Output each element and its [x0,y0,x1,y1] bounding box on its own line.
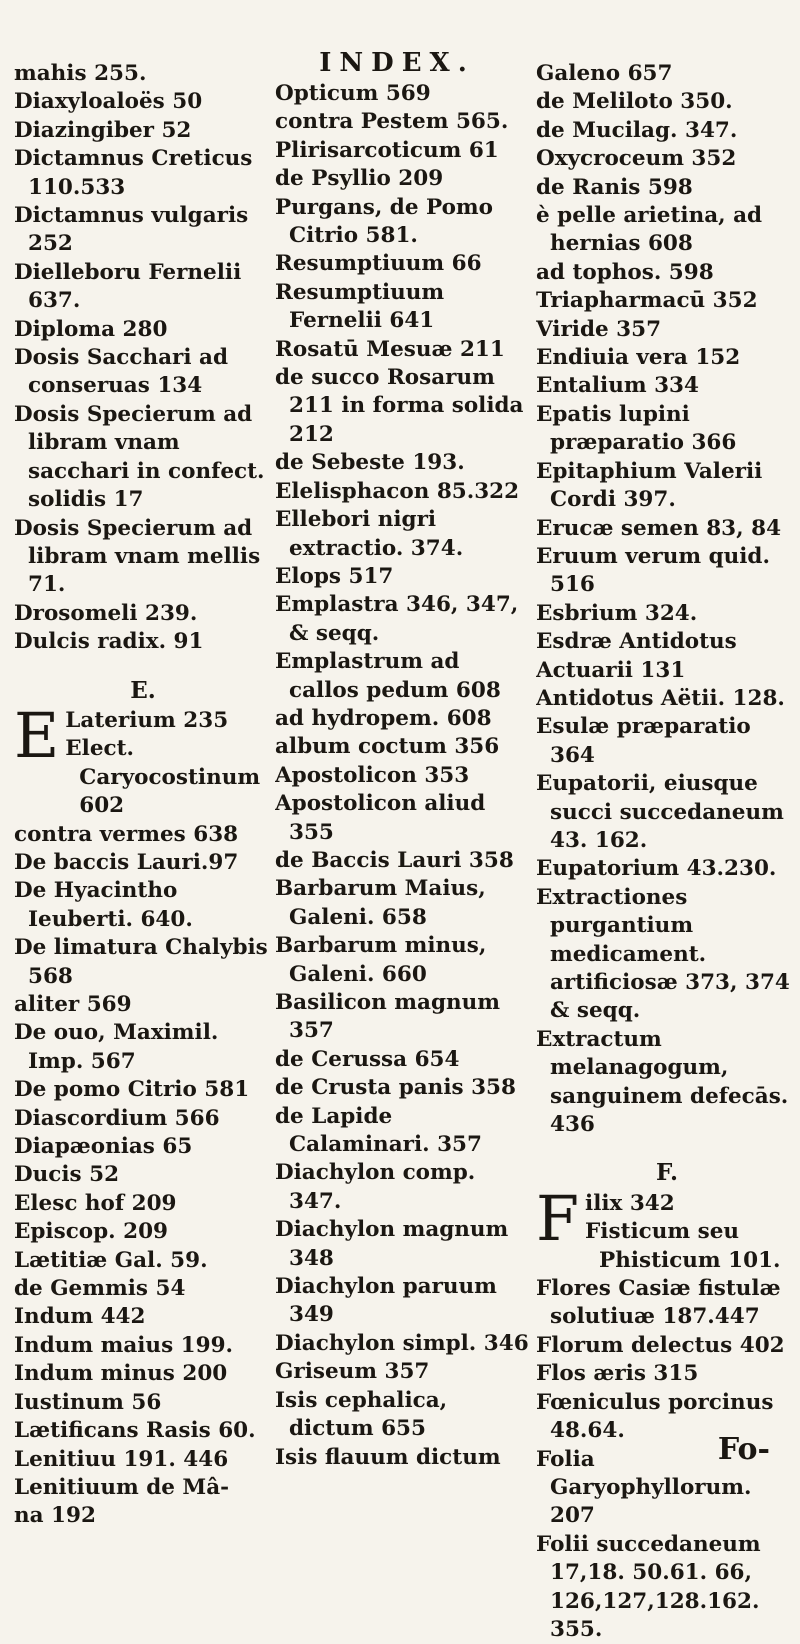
index-entry: Diachylon simpl. 346 [275,1330,529,1356]
index-entry: Dictamnus Creticus 110.533 [14,146,253,200]
index-entry: mahis 255. [14,61,147,86]
index-entry: Esulæ præparatio 364 [536,714,751,768]
index-entry: de Ranis 598 [536,174,693,200]
index-entry: Emplastra 346, 347, & seqq. [275,592,519,646]
index-entry: Endiuia vera 152 [536,345,741,371]
index-entry: Barbarum Maius, Galeni. 658 [275,876,486,930]
index-entry: ad hydropem. 608 [275,705,492,731]
index-entry: De Hyacintho Ieuberti. 640. [14,878,193,932]
index-entry: Elesc hof 209 [14,1190,177,1216]
index-entry: Diachylon magnum 348 [275,1217,509,1271]
index-column-2 [275,80,533,1472]
index-entry: Diazingiber 52 [14,117,192,143]
section-letter-f: F. [655,1159,679,1187]
column-1-entries [14,60,272,657]
index-entry: de Gemmis 54 [14,1276,186,1302]
index-entry: Oxycroceum 352 [536,146,737,172]
index-entry: Basilicon magnum 357 [275,990,500,1044]
index-entry: Elect. Caryocostinum 602 [65,736,261,819]
index-entry: Lenitiuum de Mâ- [14,1474,230,1500]
index-entry: Triapharmacū 352 [536,288,758,314]
index-entry: Laterium 235 [65,707,229,733]
index-entry: Eupatorium 43.230. [536,856,777,882]
index-entry: de Psyllio 209 [275,166,444,192]
section-letter-e: E. [130,676,156,704]
index-entry: Actuarii 131 [536,657,686,683]
index-entry: Eruum verum quid. 516 [536,543,770,598]
index-entry: Diachylon comp. 347. [275,1160,476,1214]
running-header: INDEX. [319,48,475,78]
index-entry: Erucæ semen 83, 84 [536,515,782,541]
index-entry: Ellebori nigri extractio. 374. [275,507,464,561]
index-entry: Flos æris 315 [536,1361,699,1387]
index-entry: Fisticum seu Phisticum 101. [585,1219,781,1273]
index-entry: Resumptiuum Fernelii 641 [275,279,445,334]
index-entry: Extractiones purgantium medicament. artificiosæ 373, 374 & seqq. [536,884,790,1024]
column-2-entries [275,80,533,1472]
index-entry: Elelisphacon 85.322 [275,478,520,504]
index-entry: De ouo, Maximil. Imp. 567 [14,1020,219,1074]
index-entry: Rosatū Mesuæ 211 [275,336,505,362]
column-3-entries [536,60,798,1139]
index-entry: Barbarum minus, Galeni. 660 [275,933,487,987]
index-entry: Indum maius 199. [14,1332,234,1358]
index-entry: Resumptiuum 66 [275,251,482,277]
index-entry: de Crusta panis 358 [275,1075,516,1101]
index-entry: Isis flauum dictum [275,1444,501,1470]
index-entry: De limatura Chalybis 568 [14,935,268,989]
index-entry: Esbrium 324. [536,600,698,626]
index-entry: Viride 357 [536,316,662,342]
index-entry: De pomo Citrio 581 [14,1077,250,1103]
index-entry: Diaxyloaloës 50 [14,89,203,115]
index-entry: Galeno 657 [536,61,673,86]
section-e-entries [14,698,272,1531]
index-entry: Florum delectus 402 [536,1332,785,1358]
index-entry: ad tophos. 598 [536,259,714,285]
index-entry: Indum 442 [14,1304,146,1330]
index-entry: Emplastrum ad callos pedum 608 [275,649,501,703]
index-entry: album coctum 356 [275,734,500,760]
index-entry: Griseum 357 [275,1359,430,1385]
index-entry: Indum minus 200 [14,1361,228,1387]
index-entry: contra Pestem 565. [275,109,509,135]
index-entry: Folii succedaneum 17,18. 50.61. 66, 126,127,128.162. 355. [536,1531,761,1642]
index-entry: Apostolicon aliud 355 [275,791,486,845]
catchword: Fo- [717,1432,770,1467]
initial-e: E [14,698,60,772]
index-entry: Dosis Sacchari ad conseruas 134 [14,345,228,399]
index-entry: Isis cephalica, dictum 655 [275,1387,448,1442]
index-entry: Lætificans Rasis 60. [14,1418,256,1444]
index-entry: Folia Garyophyllorum. 207 [536,1446,752,1529]
index-entry: Elops 517 [275,563,394,589]
index-entry: Diploma 280 [14,316,168,342]
index-entry: Dictamnus vulgaris 252 [14,203,249,257]
index-entry: Extractum melanagogum, sanguinem defecās. 436 [536,1026,789,1138]
index-entry: contra vermes 638 [14,821,239,847]
index-entry: Dosis Specierum ad libram vnam mellis 71. [14,515,261,598]
section-f-entries [536,1181,798,1644]
index-entry: aliter 569 [14,992,132,1017]
index-entry: de Lapide Calaminari. 357 [275,1103,482,1158]
index-entry: Iustinum 56 [14,1389,162,1415]
index-entry: Plirisarcoticum 61 [275,137,499,163]
index-entry: na 192 [14,1503,96,1529]
index-entry: Esdræ Antidotus [536,629,737,655]
index-entry: Drosomeli 239. [14,600,198,626]
index-entry: de Baccis Lauri 358 [275,847,514,873]
index-entry: è pelle arietina, ad hernias 608 [536,203,763,257]
index-entry: Dielleboru Fernelii 637. [14,259,242,314]
index-entry: Dulcis radix. 91 [14,629,204,655]
index-entry: Dosis Specierum ad libram vnam sacchari in confect. solidis 17 [14,401,265,513]
index-entry: Diachylon paruum 349 [275,1274,497,1328]
index-entry: Entalium 334 [536,373,699,399]
index-entry: Epitaphium Valerii Cordi 397. [536,458,763,513]
index-entry: Purgans, de Pomo Citrio 581. [275,194,494,249]
index-entry: Epatis lupini præparatio 366 [536,401,737,456]
index-entry: Fœniculus porcinus 48.64. [536,1389,774,1444]
index-entry: Episcop. 209 [14,1219,169,1245]
index-entry: Lætitiæ Gal. 59. [14,1247,208,1273]
index-entry: Antidotus Aëtii. 128. [536,685,785,711]
index-entry: Flores Casiæ fistulæ solutiuæ 187.447 [536,1276,781,1330]
index-entry: De baccis Lauri.97 [14,849,239,875]
index-entry: de succo Rosarum 211 in forma solida 212 [275,365,524,447]
index-column-1 [14,60,272,1531]
index-entry: Apostolicon 353 [275,762,470,788]
index-column-3 [536,60,798,1644]
index-entry: Lenitiuu 191. 446 [14,1446,229,1472]
index-entry: de Cerussa 654 [275,1046,460,1072]
index-entry: Diascordium 566 [14,1105,220,1131]
index-entry: Opticum 569 [275,81,431,106]
initial-f: F [536,1181,580,1255]
index-entry: ilix 342 [585,1190,675,1216]
index-entry: Ducis 52 [14,1162,120,1188]
index-entry: de Mucilag. 347. [536,117,738,143]
index-entry: Diapæonias 65 [14,1134,193,1160]
index-entry: de Meliloto 350. [536,89,733,115]
index-entry: Eupatorii, eiusque succi succedaneum 43. 162. [536,771,784,853]
index-entry: de Sebeste 193. [275,450,465,476]
